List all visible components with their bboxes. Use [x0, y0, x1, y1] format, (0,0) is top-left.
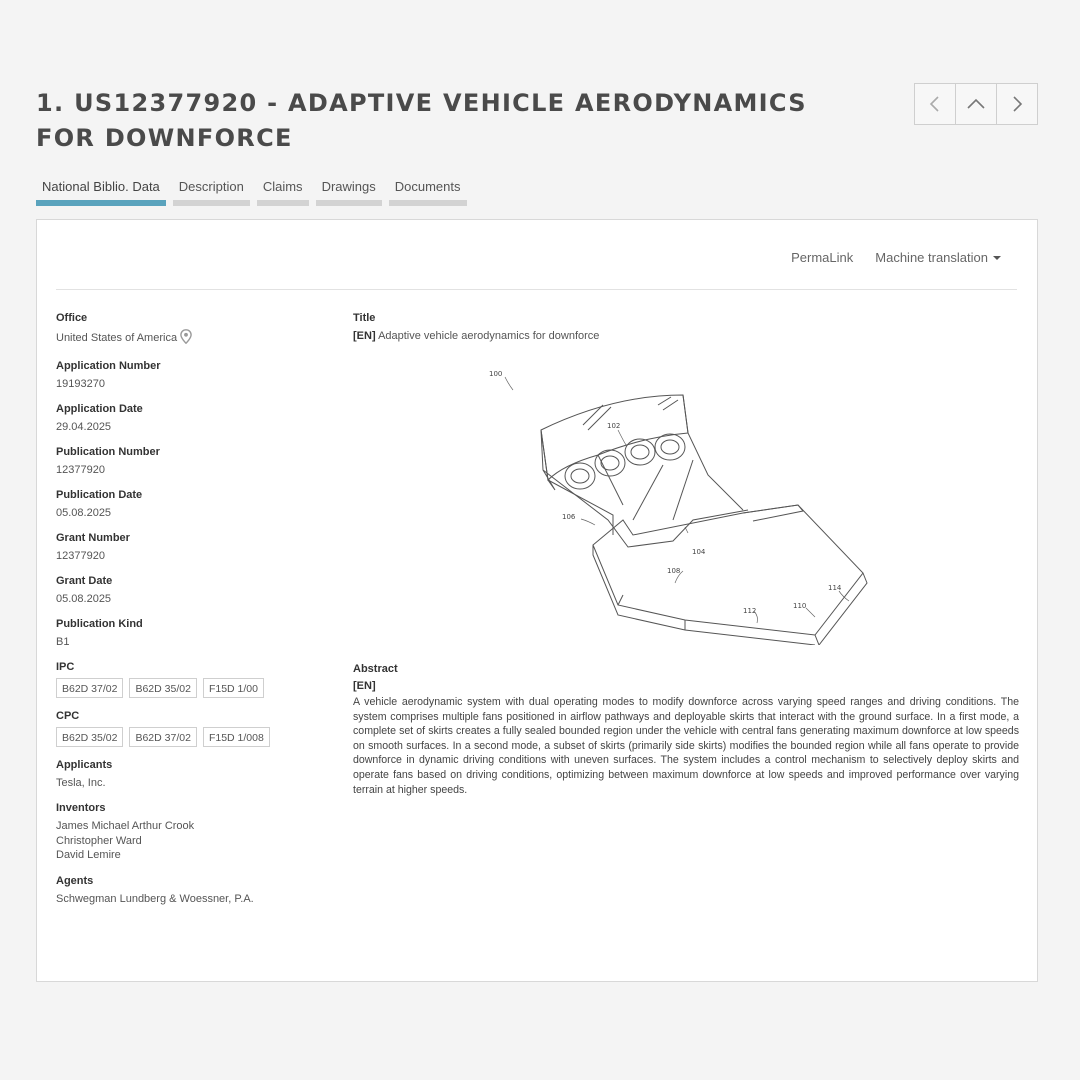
publication-kind-value: B1: [56, 636, 70, 648]
cpc-code-chip[interactable]: B62D 37/02: [129, 727, 196, 747]
field-agents: [56, 874, 326, 906]
title-row: [353, 329, 1019, 343]
inventor-name: James Michael Arthur Crook: [56, 820, 195, 832]
chevron-up-icon: [966, 94, 986, 114]
field-label: Publication Kind: [56, 618, 143, 630]
grant-date-value: 05.08.2025: [56, 593, 112, 605]
drawing-ref-100: 100: [489, 370, 503, 378]
drawing-ref-104: 104: [692, 548, 706, 556]
field-applicants: [56, 758, 326, 790]
publication-number-value: 12377920: [56, 464, 105, 476]
abstract-text: A vehicle aerodynamic system with dual operating modes to modify downforce across varying speed ranges and driving conditions. The system comprises multiple fans positioned in airflow pathways and deployable skirts that interact with the ground surface. In a first mode, a complete set of skirts creates a fully sealed bounded region under the vehicle with central fans generating maximum downforce at low speeds on smooth surfaces. In a second mode, a subset of skirts (primarily side skirts) modifies the bounded region while all fans operate to provide downforce in dynamic driving conditions with uneven surfaces. The system includes a control mechanism to selectively deploy skirts and operate fans based on driving conditions, optimizing between maximum downforce at low speeds and improved performance over varying terrain at higher speeds.: [353, 696, 1019, 796]
map-pin-icon[interactable]: [180, 329, 192, 348]
drawing-ref-106: 106: [562, 513, 576, 521]
field-label: Application Date: [56, 403, 143, 415]
field-label: Inventors: [56, 802, 106, 814]
drawing-ref-102: 102: [607, 422, 621, 430]
drawing-ref-108: 108: [667, 567, 681, 575]
page-title: 1. US12377920 - ADAPTIVE VEHICLE AERODYNAMICS FOR DOWNFORCE: [36, 89, 807, 152]
cpc-codes: [56, 727, 326, 747]
field-office: [56, 311, 326, 348]
field-label: Application Number: [56, 360, 161, 372]
inventor-name: David Lemire: [56, 849, 121, 861]
biblio-data: [56, 311, 326, 917]
field-publication-date: [56, 488, 326, 520]
application-number-value: 19193270: [56, 378, 105, 390]
abstract-section: [353, 662, 1019, 797]
prev-result-button[interactable]: [915, 84, 956, 124]
drawing-ref-110: 110: [793, 602, 807, 610]
application-date-value: 29.04.2025: [56, 421, 112, 433]
field-ipc: [56, 660, 326, 698]
tab-national-biblio-data[interactable]: National Biblio. Data: [36, 178, 166, 206]
tab-bar: [36, 178, 474, 206]
field-label: Agents: [56, 874, 94, 887]
applicants-value: Tesla, Inc.: [56, 777, 106, 789]
field-label: Applicants: [56, 759, 113, 771]
chevron-left-icon: [925, 94, 945, 114]
ipc-code-chip[interactable]: B62D 37/02: [56, 678, 123, 698]
cpc-code-chip[interactable]: F15D 1/008: [203, 727, 270, 747]
ipc-code-chip[interactable]: F15D 1/00: [203, 678, 264, 698]
tab-description[interactable]: Description: [173, 178, 250, 206]
publication-date-value: 05.08.2025: [56, 507, 112, 519]
field-grant-date: [56, 574, 326, 606]
field-label: Office: [56, 312, 88, 324]
abstract-label: Abstract: [353, 663, 398, 675]
machine-translation-dropdown[interactable]: [875, 250, 1001, 265]
agents-value: Schwegman Lundberg & Woessner, P.A.: [56, 892, 254, 905]
field-inventors: [56, 801, 326, 863]
drawing-figure: [463, 355, 893, 645]
result-navigation: [914, 83, 1038, 125]
tab-documents[interactable]: Documents: [389, 178, 467, 206]
caret-down-icon: [993, 256, 1001, 260]
field-grant-number: [56, 531, 326, 563]
permalink-link[interactable]: PermaLink: [791, 250, 854, 265]
panel-toolbar: [791, 250, 1001, 265]
grant-number-value: 12377920: [56, 550, 105, 562]
field-label: Publication Date: [56, 489, 143, 501]
office-value-row: [56, 329, 326, 348]
toolbar-divider: [56, 289, 1017, 290]
field-label: Publication Number: [56, 446, 160, 458]
back-to-results-button[interactable]: [956, 84, 997, 124]
title-label: Title: [353, 312, 376, 324]
tab-drawings[interactable]: Drawings: [316, 178, 382, 206]
field-label: Grant Number: [56, 532, 130, 544]
inventor-name: Christopher Ward: [56, 834, 142, 847]
abstract-lang-tag: [EN]: [353, 680, 376, 692]
tab-claims[interactable]: Claims: [257, 178, 309, 206]
field-label: IPC: [56, 661, 75, 673]
ipc-codes: [56, 678, 326, 698]
patent-drawing[interactable]: [463, 355, 893, 645]
content-panel: [36, 219, 1038, 982]
title-text: Adaptive vehicle aerodynamics for downforce: [378, 330, 600, 342]
drawing-ref-112: 112: [743, 607, 757, 615]
field-publication-number: [56, 445, 326, 477]
field-cpc: [56, 709, 326, 747]
drawing-ref-114: 114: [828, 584, 842, 592]
main-content: [353, 311, 1019, 796]
machine-translation-label: Machine translation: [875, 250, 988, 265]
field-publication-kind: [56, 617, 326, 649]
field-application-number: [56, 359, 326, 391]
office-value: United States of America: [56, 332, 178, 344]
chevron-right-icon: [1007, 94, 1027, 114]
title-lang-tag: [EN]: [353, 330, 376, 342]
field-label: CPC: [56, 710, 80, 722]
inventors-list: [56, 819, 326, 863]
ipc-code-chip[interactable]: B62D 35/02: [129, 678, 196, 698]
next-result-button[interactable]: [997, 84, 1037, 124]
field-label: Grant Date: [56, 575, 113, 587]
cpc-code-chip[interactable]: B62D 35/02: [56, 727, 123, 747]
field-application-date: [56, 402, 326, 434]
